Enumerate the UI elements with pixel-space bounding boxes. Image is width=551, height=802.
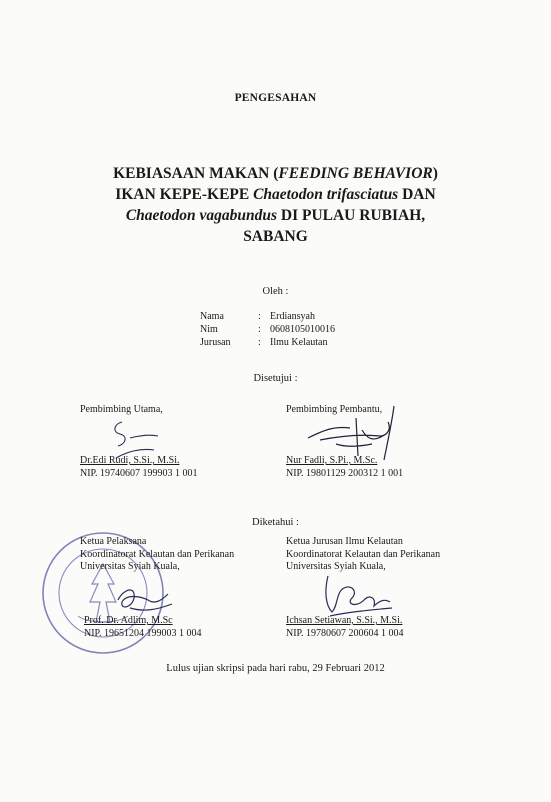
executive-chair-block (84, 615, 202, 640)
executive-chair-role-1: Ketua Pelaksana (80, 536, 147, 547)
executive-chair-signature (110, 578, 180, 618)
supervisor-assistant-block (286, 455, 403, 480)
executive-chair-role-2: Koordinatorat Kelautan dan Perikanan (80, 548, 235, 560)
department-chair-nip: NIP. 19780607 200604 1 004 (286, 627, 404, 639)
department-chair-role-1: Ketua Jurusan Ilmu Kelautan (286, 536, 403, 547)
supervisor-assistant-nip: NIP. 19801129 200312 1 001 (286, 467, 404, 479)
title-line-1: KEBIASAAN MAKAN (FEEDING BEHAVIOR) (113, 165, 438, 182)
title-line-4: SABANG (243, 228, 308, 245)
student-nim-row: Nim : 0608105010016 (200, 324, 335, 335)
department-chair-name: Ichsan Setiawan, S.Si., M.Si. (286, 615, 403, 626)
thesis-title (60, 163, 491, 247)
page-heading: PENGESAHAN (234, 92, 317, 104)
executive-chair-nip: NIP. 19651204 199003 1 004 (84, 627, 202, 639)
title-line-2: IKAN KEPE-KEPE Chaetodon trifasciatus DAN (115, 186, 436, 203)
student-department-row: Jurusan : Ilmu Kelautan (200, 337, 328, 348)
student-name-row: Nama : Erdiansyah (200, 311, 315, 322)
supervisor-assistant-role: Pembimbing Pembantu, (286, 404, 383, 415)
supervisor-main-name: Dr.Edi Rudi, S.Si., M.Si. (80, 455, 180, 466)
approved-label: Disetujui : (253, 373, 298, 384)
department-chair-signature (318, 566, 398, 620)
supervisor-assistant-name: Nur Fadli, S.Pi., M.Sc. (286, 455, 378, 466)
department-chair-block (286, 615, 404, 640)
title-line-3: Chaetodon vagabundus DI PULAU RUBIAH, (125, 207, 426, 224)
supervisor-main-role: Pembimbing Utama, (80, 404, 163, 415)
acknowledged-label: Diketahui : (252, 517, 299, 528)
supervisor-main-nip: NIP. 19740607 199903 1 001 (80, 467, 198, 479)
student-info (200, 310, 335, 349)
department-chair-role-2: Koordinatorat Kelautan dan Perikanan (286, 548, 441, 560)
exam-date-note: Lulus ujian skripsi pada hari rabu, 29 Februari 2012 (166, 663, 385, 674)
by-label: Oleh : (262, 286, 289, 297)
department-chair-role-3: Universitas Syiah Kuala, (286, 561, 386, 572)
supervisor-main-block (80, 455, 198, 480)
executive-chair-role-3: Universitas Syiah Kuala, (80, 561, 180, 572)
executive-chair-roles (80, 536, 234, 574)
executive-chair-name: Prof. Dr. Adlim, M.Sc (84, 615, 173, 626)
